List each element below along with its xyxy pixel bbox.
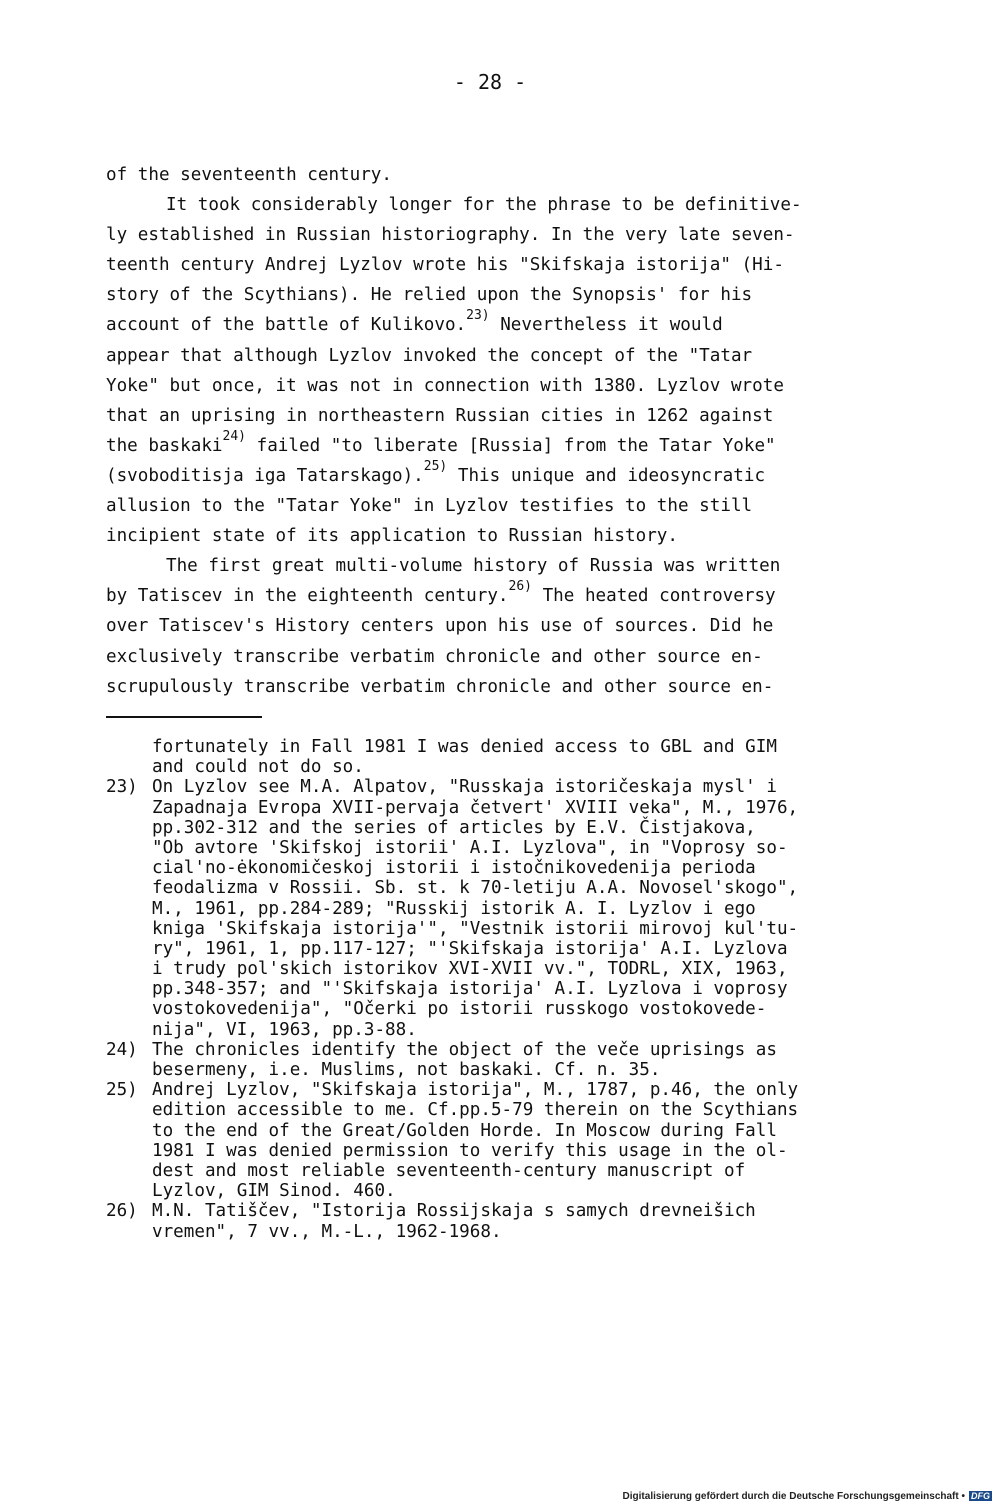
body-line [106, 672, 886, 702]
footnote-text: fortunately in Fall 1981 I was denied access to GBL and GIM [152, 737, 777, 757]
footnote-line [106, 1060, 896, 1080]
body-line [106, 458, 886, 491]
footnote-text: and could not do so. [152, 757, 364, 778]
body-line-text: account of the battle of Kulikovo. [106, 315, 467, 336]
body-line-text: The first great multi-volume history of Russia was written [166, 556, 781, 577]
footnote-line [106, 1100, 896, 1120]
footnote-number: 26) [106, 1201, 138, 1222]
footnote-line [106, 899, 896, 919]
footnote-text: Lyzlov, GIM Sinod. 460. [152, 1181, 396, 1202]
footnote-line [106, 1181, 896, 1201]
body-line-text: allusion to the "Tatar Yoke" in Lyzlov testifies to the still [106, 496, 753, 517]
body-line-text: teenth century Andrej Lyzlov wrote his "Skifskaja istorija" (Hi- [106, 255, 784, 276]
footnote-line [106, 858, 896, 878]
body-line-text: ly established in Russian historiography. In the very late seven- [106, 225, 795, 246]
page-number: - 28 - [453, 70, 527, 94]
body-line [106, 428, 886, 461]
body-line [106, 160, 886, 190]
body-line-text: of the seventeenth century. [106, 165, 392, 185]
body-line [106, 371, 886, 401]
body-line-text: story of the Scythians). He relied upon the Synopsis' for his [106, 285, 753, 306]
footnote-text: M., 1961, pp.284-289; "Russkij istorik A. I. Lyzlov i ego [152, 898, 756, 919]
footnote-line [106, 798, 896, 818]
footnote-line [106, 919, 896, 939]
dfg-logo: DFG [971, 1491, 990, 1501]
footnote-text: kniga 'Skifskaja istorija'", "Vestnik istorii mirovoj kul'tu- [152, 918, 799, 939]
body-line-text: failed "to liberate [Russia] from the Tatar Yoke" [246, 435, 776, 456]
body-line [106, 220, 886, 250]
footnote-line [106, 1020, 896, 1040]
footnote-text: i trudy pol'skich istorikov XVI-XVII vv.", TODRL, XIX, 1963, [152, 959, 788, 980]
body-line-text: over Tatiscev's History centers upon his use of sources. Did he [106, 616, 774, 637]
body-line [106, 611, 886, 641]
footnote-line [106, 1161, 896, 1181]
footnote-number: 23) [106, 777, 138, 798]
body-line-text: Yoke" but once, it was not in connection with 1380. Lyzlov wrote [106, 375, 784, 396]
footnote-line [106, 878, 896, 898]
footnote-line [106, 939, 896, 959]
footnote-text: pp.348-357; and "'Skifskaja istorija' A.I. Lyzlova i voprosy [152, 979, 788, 1000]
footnote-text: ry", 1961, 1, pp.117-127; "'Skifskaja istorija' A.I. Lyzlova [152, 938, 788, 959]
footnote-text: to the end of the Great/Golden Horde. In Moscow during Fall [152, 1120, 777, 1141]
footnote-text: cial'no-ėkonomičeskoj istorii i istočnikovedenija perioda [152, 858, 756, 879]
body-line-text: by Tatiscev in the eighteenth century. [106, 586, 509, 607]
footnote-text: feodalizma v Rossii. Sb. st. k 70-letiju A.A. Novosel'skogo", [152, 878, 799, 899]
footnote-text: vostokovedenija", "Očerki po istorii russkogo vostokovede- [152, 999, 767, 1020]
footnote-line [106, 1201, 896, 1221]
body-line [106, 280, 886, 310]
footnote-text: "Ob avtore 'Skifskoj istorii' A.I. Lyzlova", in "Voprosy so- [152, 837, 788, 858]
footnote-line [106, 1141, 896, 1161]
footnote-number: 24) [106, 1039, 138, 1060]
body-line-text: appear that although Lyzlov invoked the concept of the "Tatar [106, 345, 753, 366]
body-line [106, 250, 886, 280]
body-line-text: (svoboditisja iga Tatarskago). [106, 465, 424, 486]
footnote-text: Zapadnaja Evropa XVII-pervaja četvert' XVIII veka", M., 1976, [152, 797, 799, 818]
footnote-text: Andrej Lyzlov, "Skifskaja istorija", M., 1787, p.46, the only [152, 1080, 799, 1101]
footnote-line [106, 959, 896, 979]
footnote-reference: 24) [222, 428, 247, 444]
footnote-text: 1981 I was denied permission to verify this usage in the ol- [152, 1140, 788, 1161]
body-line [106, 521, 886, 551]
footnote-line [106, 999, 896, 1019]
body-line-text: the baskaki [106, 435, 223, 456]
body-line-text: exclusively transcribe verbatim chronicle and other source en- [106, 646, 763, 667]
footnote-line [106, 1080, 896, 1100]
footnote-line [106, 737, 896, 757]
footnote-line [106, 979, 896, 999]
body-line [106, 341, 886, 371]
footnote-line [106, 1222, 896, 1242]
footnote-line [106, 757, 896, 777]
footnote-number: 25) [106, 1080, 138, 1101]
body-line [106, 642, 886, 672]
footnote-text: nija", VI, 1963, pp.3-88. [152, 1019, 417, 1040]
body-line-text: that an uprising in northeastern Russian cities in 1262 against [106, 405, 774, 426]
body-line-text: The heated controversy [532, 586, 776, 607]
footnote-text: M.N. Tatiščev, "Istorija Rossijskaja s samych drevneišich [152, 1201, 756, 1222]
footnote-text: The chronicles identify the object of the veče uprisings as [152, 1039, 777, 1060]
footnote-reference: 26) [508, 579, 532, 595]
footnote-text: pp.302-312 and the series of articles by E.V. Čistjakova, [152, 817, 756, 838]
footnote-text: dest and most reliable seventeenth-century manuscript of [152, 1160, 746, 1181]
body-line-text: Nevertheless it would [489, 315, 723, 336]
body-line [106, 401, 886, 431]
footnote-reference: 25) [423, 458, 448, 474]
footnote-reference: 23) [466, 308, 490, 324]
credit-text: Digitalisierung gefördert durch die Deutsche Forschungsgemeinschaft • [622, 1491, 965, 1502]
body-line [106, 190, 886, 220]
footnote-line [106, 818, 896, 838]
footnotes [106, 737, 896, 1242]
footnote-line [106, 777, 896, 797]
body-line-text: This unique and ideosyncratic [447, 465, 766, 486]
footnote-text: vremen", 7 vv., M.-L., 1962-1968. [152, 1221, 502, 1242]
footnote-text: On Lyzlov see M.A. Alpatov, "Russkaja istoričeskaja mysl' i [152, 777, 777, 798]
footnote-text: edition accessible to me. Cf.pp.5-79 therein on the Scythians [152, 1100, 799, 1121]
body-line-text: It took considerably longer for the phrase to be definitive- [166, 195, 802, 216]
footnote-divider [106, 716, 262, 718]
body-line [106, 551, 886, 581]
body-line-text: incipient state of its application to Russian history. [106, 526, 678, 547]
footnote-line [106, 1040, 896, 1060]
footnote-line [106, 838, 896, 858]
body-line-text: scrupulously transcribe verbatim chronicle and other source en- [106, 676, 774, 697]
body-line [106, 581, 886, 611]
footnote-text: besermeny, i.e. Muslims, not baskaki. Cf. n. 35. [152, 1060, 661, 1080]
body-line [106, 310, 886, 340]
body-text [106, 160, 886, 702]
footnote-line [106, 1121, 896, 1141]
body-line [106, 491, 886, 521]
digitization-credit [623, 1491, 992, 1502]
